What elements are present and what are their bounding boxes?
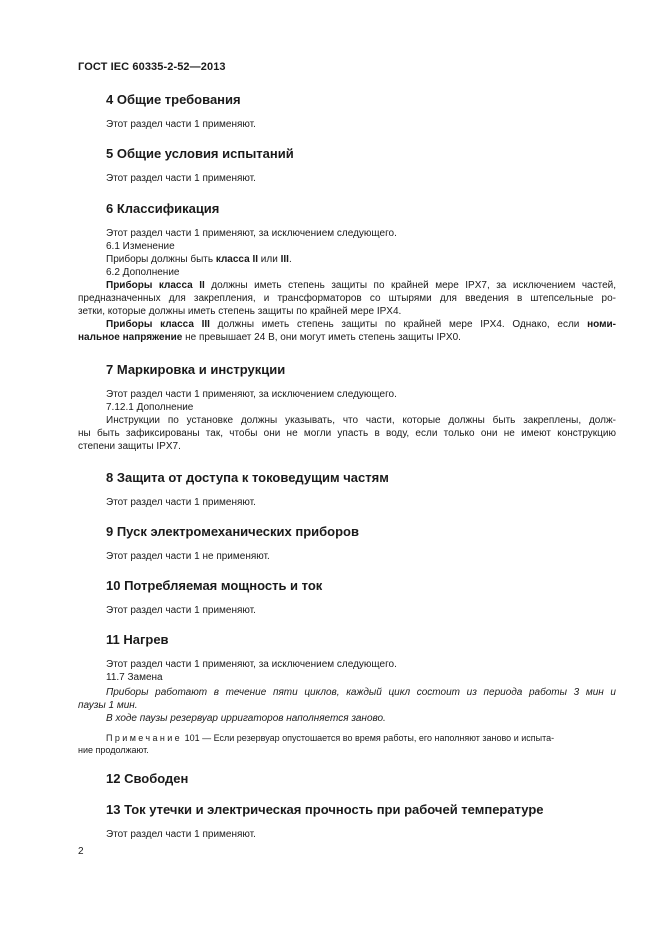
text: ние продолжают. [78, 745, 149, 755]
text: не превышает 24 В, они могут иметь степень защиты IPX0. [182, 332, 461, 343]
section-9-title: 9 Пуск электромеханических приборов [106, 524, 359, 539]
section-13-title: 13 Ток утечки и электрическая прочность при рабочей температуре [106, 802, 544, 817]
section-11-line: Этот раздел части 1 применяют, за исключением следующего. [106, 659, 397, 670]
document-header: ГОСТ IEC 60335-2-52—2013 [78, 61, 226, 73]
text: ны быть зафиксированы так, чтобы они не могли упасть в воду, если только они не имеют конструкцию [78, 428, 616, 439]
text: степени защиты IPX7. [78, 441, 181, 452]
section-9-body: Этот раздел части 1 не применяют. [106, 551, 270, 562]
section-8-title: 8 Защита от доступа к токоведущим частям [106, 470, 389, 485]
section-4-title: 4 Общие требования [106, 92, 241, 107]
text: Приборы должны быть [106, 254, 216, 265]
section-11-title: 11 Нагрев [106, 632, 169, 647]
page-number: 2 [78, 846, 84, 857]
text-bold: номи- [587, 319, 616, 330]
section-10-title: 10 Потребляемая мощность и ток [106, 578, 323, 593]
text-bold: класса II [215, 254, 259, 265]
section-6-line: 6.2 Дополнение [106, 267, 180, 278]
text: 101 — Если резервуар опустошается во время работы, его наполняют заново и испыта- [182, 733, 555, 743]
section-12-title: 12 Свободен [106, 771, 189, 786]
text: предназначенных для закрепления, и трансформаторов со штырями для введения в штепсельные ро- [78, 293, 616, 304]
section-5-title: 5 Общие условия испытаний [106, 146, 294, 161]
section-13-body: Этот раздел части 1 применяют. [106, 829, 256, 840]
note-label: Примечание [106, 733, 183, 743]
text: должны иметь степень защиты по крайней мере IPX7, за исключением частей, [204, 280, 616, 291]
text-bold: нальное напряжение [78, 332, 183, 343]
section-11-paragraph [78, 686, 616, 725]
section-7-line: 7.12.1 Дополнение [106, 402, 194, 413]
section-7-paragraph [78, 414, 616, 453]
text: . [288, 254, 292, 265]
section-6-title: 6 Классификация [106, 201, 220, 216]
section-6-line: 6.1 Изменение [106, 241, 175, 252]
section-6-line [106, 253, 292, 266]
section-6-paragraph [78, 279, 616, 344]
text-bold: Приборы класса III [106, 319, 210, 330]
text-italic: В ходе паузы резервуар ирригаторов наполняется заново. [106, 713, 386, 724]
section-7-title: 7 Маркировка и инструкции [106, 362, 286, 377]
text-italic: Приборы работают в течение пяти циклов, каждый цикл состоит из периода работы 3 мин и [106, 687, 616, 698]
section-8-body: Этот раздел части 1 применяют. [106, 497, 256, 508]
text: зетки, которые должны иметь степень защиты по крайней мере IPX4. [78, 306, 402, 317]
section-5-body: Этот раздел части 1 применяют. [106, 173, 256, 184]
section-11-note [78, 732, 616, 756]
section-4-body: Этот раздел части 1 применяют. [106, 119, 256, 130]
section-6-line: Этот раздел части 1 применяют, за исключением следующего. [106, 228, 397, 239]
text-bold: III [280, 254, 289, 265]
text: Инструкции по установке должны указывать, что части, которые должны быть закреплены, долж- [106, 415, 616, 426]
text-bold: Приборы класса II [106, 280, 205, 291]
text: должны иметь степень защиты по крайней мере IPX4. Однако, если [209, 319, 588, 330]
section-10-body: Этот раздел части 1 применяют. [106, 605, 256, 616]
section-11-line: 11.7 Замена [106, 672, 163, 683]
text: или [258, 254, 281, 265]
text-italic: паузы 1 мин. [78, 700, 138, 711]
section-7-line: Этот раздел части 1 применяют, за исключением следующего. [106, 389, 397, 400]
